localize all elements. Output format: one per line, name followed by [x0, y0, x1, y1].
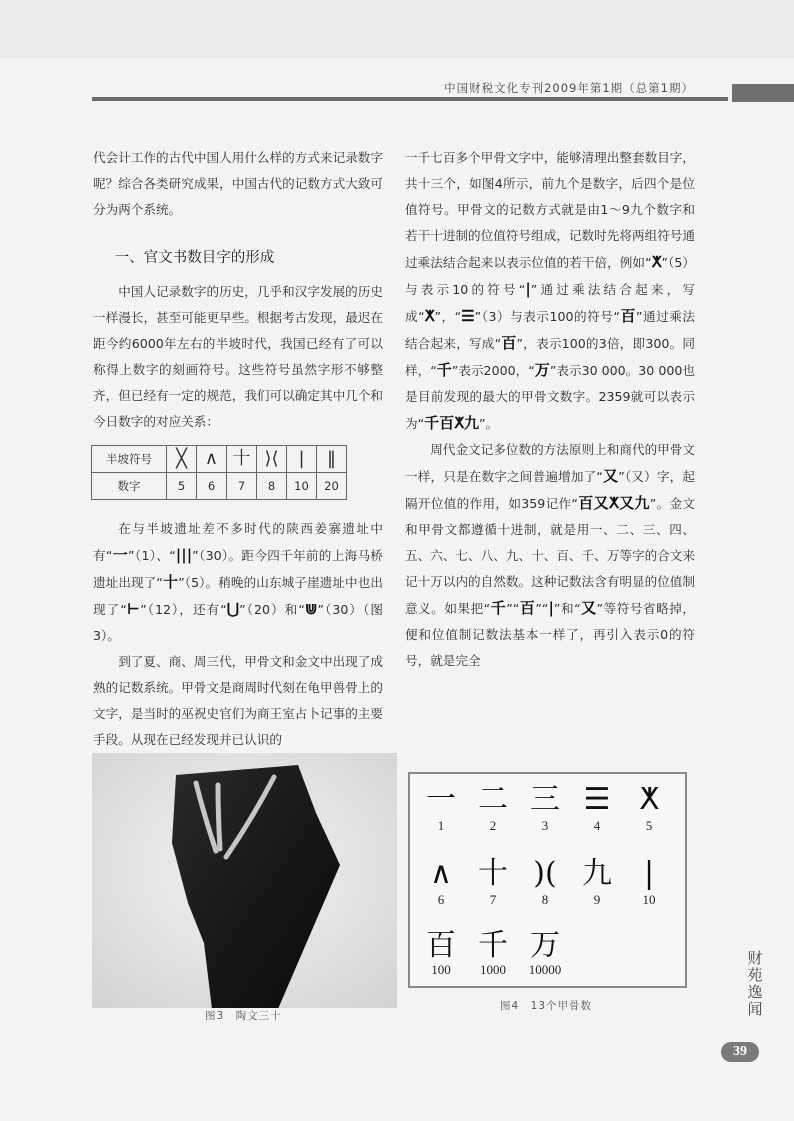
text-run: 周代金文记多位数的方法原则上和商代的甲骨文一样，只是在数字之间普遍增加了“ [405, 442, 695, 484]
oracle-glyph-2: 二 [478, 782, 508, 817]
inline-glyph: 又 [602, 467, 619, 485]
oracle-glyph-1000: 千 [478, 928, 508, 963]
text-run: ”（30）。距今四千年前的上海马桥遗址出现了“ [93, 548, 383, 590]
table-cell: 十 [227, 446, 257, 473]
text-run: 一千七百多个甲骨文字中，能够清理出整套数目字，共十三个，如图4所示，前九个是数字，后四个是位值符号。甲骨文的记数方式就是由1～9九个数字和若干十进制的位值符号组成，记数时先将两组符号通过乘法结合起来以表示位值的若干倍，例如“ [405, 150, 695, 270]
text-run: 在与半坡遗址差不多时代的陕西姜寨遗址中有“ [93, 521, 383, 563]
inline-glyph: 万 [534, 361, 550, 379]
oracle-glyph-3: 三 [530, 782, 560, 817]
glyph-label: 1000 [480, 962, 506, 977]
glyph-label: 6 [437, 892, 445, 907]
text-run: ”，表示100的3倍，即300。同样，“ [405, 336, 695, 378]
oracle-glyph-4: ☰ [583, 782, 611, 817]
glyph-label: 8 [541, 892, 549, 907]
inline-glyph: 十 [162, 573, 179, 591]
left-paragraph-3 [93, 516, 383, 649]
table-header-cell: 数字 [92, 473, 167, 500]
table-cell: 5 [167, 473, 197, 500]
inline-glyph: 百又ⵅ又九 [577, 494, 650, 512]
glyph-label: 10 [642, 892, 656, 907]
header-corner-block [732, 84, 794, 102]
right-paragraph-2 [405, 437, 695, 674]
left-paragraph-1: 代会计工作的古代中国人用什么样的方式来记录数字呢？综合各类研究成果，中国古代的记数方式大致可分为两个系统。 [93, 150, 383, 217]
glyph-label: 1 [437, 818, 445, 833]
text-run: ”通过乘法结合起来，写成“ [405, 282, 695, 324]
running-header: 中国财税文化专刊2009年第1期（总第1期） [444, 81, 694, 95]
left-column [93, 145, 383, 753]
oracle-glyph-10000: 万 [530, 928, 560, 963]
vertical-section-title: 财苑逸闻 [747, 949, 763, 1018]
inline-glyph: 千 [436, 361, 452, 379]
oracle-glyph-6: ∧ [430, 856, 452, 891]
figure-3-pottery-photo [92, 753, 397, 1008]
text-run: ”，“ [434, 309, 462, 324]
header-rule [92, 97, 728, 101]
figure-3-caption: 图3 陶文三十 [205, 1010, 282, 1022]
text-run: ”表示2000，“ [451, 363, 535, 378]
banpo-symbol-table [91, 445, 347, 500]
glyph-label: 100 [431, 962, 451, 977]
text-run: ”（又）字，起隔开位值的作用，如359记作“ [405, 469, 695, 511]
inline-glyph: ⋓ [304, 600, 318, 618]
table-row [92, 473, 347, 500]
text-run: ”通过乘法结合起来，写成“ [405, 309, 695, 351]
glyph-label: 2 [489, 818, 497, 833]
text-run: ”（5）。稍晚的山东城子崖遗址中也出现了“ [93, 575, 383, 617]
inline-glyph: 百 [619, 307, 636, 325]
inline-glyph: ||| [175, 546, 193, 564]
text-run: ”。金文和甲骨文都遵循十进制，就是用一、二、三、四、五、六、七、八、九、十、百、千、万等字的合文来记十万以内的自然数。这种记数法含有明显的位值制意义。如果把“ [405, 496, 695, 616]
text-run: ”和“ [553, 601, 581, 616]
left-paragraph-4: 到了夏、商、周三代，甲骨文和金文中出现了成熟的记数系统。甲骨文是商周时代刻在龟甲兽骨上的文字，是当时的巫祝史官们为商王室占卜记事的主要手段。从现在已经发现并已认识的 [93, 654, 383, 747]
inline-glyph: | [525, 280, 531, 298]
table-header-cell: 半坡符号 [92, 446, 167, 473]
text-run: ”表示30 000。30 000也是目前发现的最大的甲骨文数字。2359就可以表示为“ [405, 363, 695, 431]
table-cell: ╳ [167, 446, 197, 473]
text-run: ”（12），还有“ [140, 602, 227, 617]
text-run: ”（1）、“ [128, 548, 176, 563]
text-run: ”“ [506, 601, 520, 616]
table-cell: ∧ [197, 446, 227, 473]
figure-4-caption: 图4 13个甲骨数 [500, 1000, 593, 1012]
scan-top-strip [0, 0, 794, 58]
oracle-glyph-7: 十 [478, 856, 508, 891]
oracle-glyph-100: 百 [426, 928, 456, 963]
page-number-badge: 39 [721, 1042, 759, 1062]
inline-glyph: ⊢ [126, 600, 141, 618]
inline-glyph: ⵅ [651, 253, 662, 271]
inline-glyph: 百 [501, 334, 517, 352]
inline-glyph: ⋃ [226, 600, 240, 618]
right-paragraph-1 [405, 145, 695, 437]
table-cell: 20 [317, 473, 347, 500]
figure-4-numeral-chart [408, 772, 687, 988]
glyph-label: 7 [489, 892, 497, 907]
glyph-label: 10000 [528, 962, 562, 977]
oracle-glyph-10: | [643, 856, 655, 891]
text-run: ”（5）与表示10的符号“ [405, 255, 695, 297]
oracle-glyph-5: ⵅ [639, 782, 659, 817]
table-cell: 6 [197, 473, 227, 500]
inline-glyph: ⵅ [424, 307, 435, 325]
text-run: ”（3）与表示100的符号“ [474, 309, 620, 324]
text-run: ”。 [478, 416, 499, 431]
inline-glyph: 千百ⵅ九 [424, 414, 479, 432]
text-run: ”“ [535, 601, 549, 616]
inline-glyph: ☰ [461, 307, 475, 325]
text-run: ”（30）（图3）。 [93, 602, 383, 643]
table-cell: | [287, 446, 317, 473]
table-cell: 8 [257, 473, 287, 500]
table-cell: 7 [227, 473, 257, 500]
table-row [92, 446, 347, 473]
inline-glyph: 千 [490, 599, 507, 617]
section-title: 一、官文书数目字的形成 [114, 250, 275, 266]
right-column [405, 145, 695, 674]
left-paragraph-2: 中国人记录数字的历史，几乎和汉字发展的历史一样漫长，甚至可能更早些。根据考古发现，最迟在距今约6000年左右的半坡时代，我国已经有了可以称得上数字的刻画符号。这些符号虽然字形不够整齐，但已经有一定的规范，我们可以确定其中几个和今日数字的对应关系： [93, 284, 383, 429]
glyph-label: 5 [645, 818, 653, 833]
oracle-glyph-9: 九 [582, 856, 612, 891]
table-cell: ‖ [317, 446, 347, 473]
text-run: ”等符号省略掉，便和位值制记数法基本一样了，再引入表示0的符号，就是完全 [405, 601, 695, 668]
glyph-label: 9 [593, 892, 601, 907]
text-run: ”（20）和“ [239, 602, 305, 617]
glyph-label: 3 [541, 818, 549, 833]
pottery-shard-image [92, 753, 397, 1008]
inline-glyph: 又 [580, 599, 597, 617]
oracle-glyph-8: )( [533, 856, 557, 891]
table-cell: 10 [287, 473, 317, 500]
oracle-glyph-1: 一 [426, 782, 456, 817]
inline-glyph: 一 [112, 546, 129, 564]
table-cell: ⟩⟨ [257, 446, 287, 473]
inline-glyph: 百 [519, 599, 536, 617]
glyph-label: 4 [593, 818, 601, 833]
inline-glyph: | [548, 599, 554, 617]
